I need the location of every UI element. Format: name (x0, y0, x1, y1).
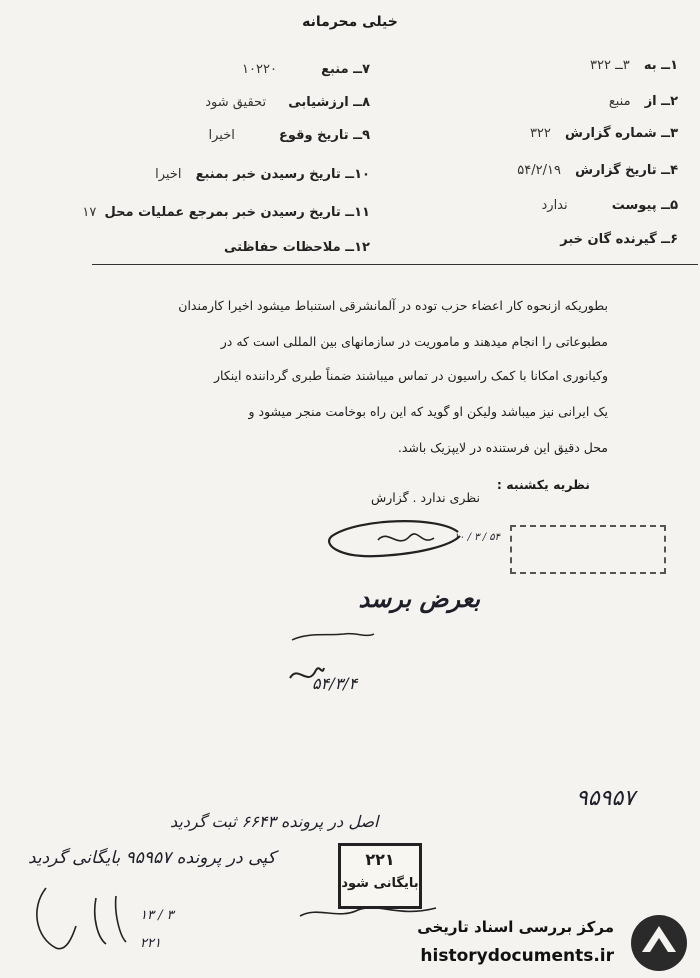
field-value: ۱۰۲۲۰ (242, 62, 277, 77)
classification-heading: خیلی محرمانه (302, 14, 398, 30)
header-divider (92, 264, 698, 265)
body-line: بطوریکه ازنحوه کار اعضاء حزب توده در آلمانشرقی استنباط میشود اخیرا کارمندان (178, 298, 608, 313)
field-value: ۵۴/۲/۱۹ (517, 163, 561, 178)
field-label: ۶ــ گیرنده گان خبر (560, 232, 678, 247)
handwritten-instruction: بعرض برسد (358, 584, 480, 613)
field-label: ۹ــ تاریخ وقوع (279, 128, 370, 143)
body-line: محل دقیق این فرستنده در لایپزیک باشد. (397, 440, 608, 455)
body-line: مطبوعاتی را انجام میدهند و ماموریت در سازمانهای بین المللی است که در (220, 334, 608, 349)
field-value: اخیرا (208, 128, 235, 143)
body-line: یک ایرانی نیز میباشد ولیکن او گوید که این راه بوخامت منجر میشود و (248, 404, 608, 419)
field-label: ۴ــ تاریخ گزارش (575, 163, 678, 178)
opinion-value: نظری ندارد . گزارش (370, 490, 480, 505)
field-value: ۳ــ ۳۲۲ (590, 58, 630, 73)
field-received-by-operations (82, 205, 370, 220)
field-label: ۲ــ از (644, 94, 678, 109)
watermark (408, 906, 700, 978)
field-label: ۸ــ ارزشیابی (288, 95, 370, 110)
field-evaluation (205, 95, 370, 110)
field-label: ۱۱ــ تاریخ رسیدن خبر بمرجع عملیات محل (104, 205, 370, 220)
field-value: ندارد (541, 198, 568, 213)
field-report-number (530, 126, 678, 141)
field-source (242, 62, 370, 77)
archive-logo-icon (624, 912, 694, 974)
opinion-label: نظریه یکشنبه : (496, 477, 590, 492)
field-label: ۱۲ــ ملاحظات حفاظتی (223, 240, 370, 255)
watermark-title: مرکز بررسی اسناد تاریخی (417, 918, 614, 936)
handwritten-date-note: ۱۰ / ۳ / ۵۴ (453, 532, 500, 543)
field-value: ۱۷ (82, 205, 97, 220)
handwritten-date-bottom: ۱۳ / ۳ (140, 908, 174, 923)
field-value: منبع (608, 94, 631, 109)
stamp-frame (510, 525, 666, 574)
watermark-url: historydocuments.ir (420, 946, 614, 966)
field-label: ۵ــ پیوست (611, 198, 678, 213)
signature-scribble (318, 510, 468, 570)
bottom-left-signature (26, 878, 136, 958)
field-label: ۷ــ منبع (321, 62, 370, 77)
field-recipients (550, 232, 678, 247)
field-security-notes (214, 240, 370, 255)
field-occurrence-date (209, 128, 371, 143)
handwritten-number-bottom: ۲۲۱ (140, 936, 161, 951)
field-to (590, 58, 678, 73)
opinion-line (497, 474, 590, 493)
handwritten-filing-note-2: کپی در پرونده ۹۵۹۵۷ بایگانی گردید (28, 848, 276, 868)
field-from (609, 94, 678, 109)
body-line: وکیانوری امکانا با کمک راسیون در تماس میباشند ضمناً طبری گرداننده اینکار (213, 368, 608, 383)
field-value: ۳۲۲ (529, 126, 551, 141)
field-received-by-source (155, 167, 370, 182)
handwritten-filing-note-1: اصل در پرونده ۶۶۴۳ ثبت گردید (170, 812, 379, 831)
field-value: اخیرا (155, 167, 182, 182)
handwritten-date: ۵۴/۳/۴ (312, 674, 358, 693)
field-attachment (542, 198, 679, 213)
stamp-text: بایگانی شود (341, 876, 419, 891)
stamp-number: ۲۲۱ (365, 850, 395, 869)
field-value: تحقیق شود (205, 95, 267, 110)
field-label: ۱۰ــ تاریخ رسیدن خبر بمنبع (195, 167, 370, 182)
field-label: ۳ــ شماره گزارش (565, 126, 678, 141)
file-number: ۹۵۹۵۷ (576, 786, 636, 811)
field-report-date (517, 163, 678, 178)
field-label: ۱ــ به (643, 58, 678, 73)
